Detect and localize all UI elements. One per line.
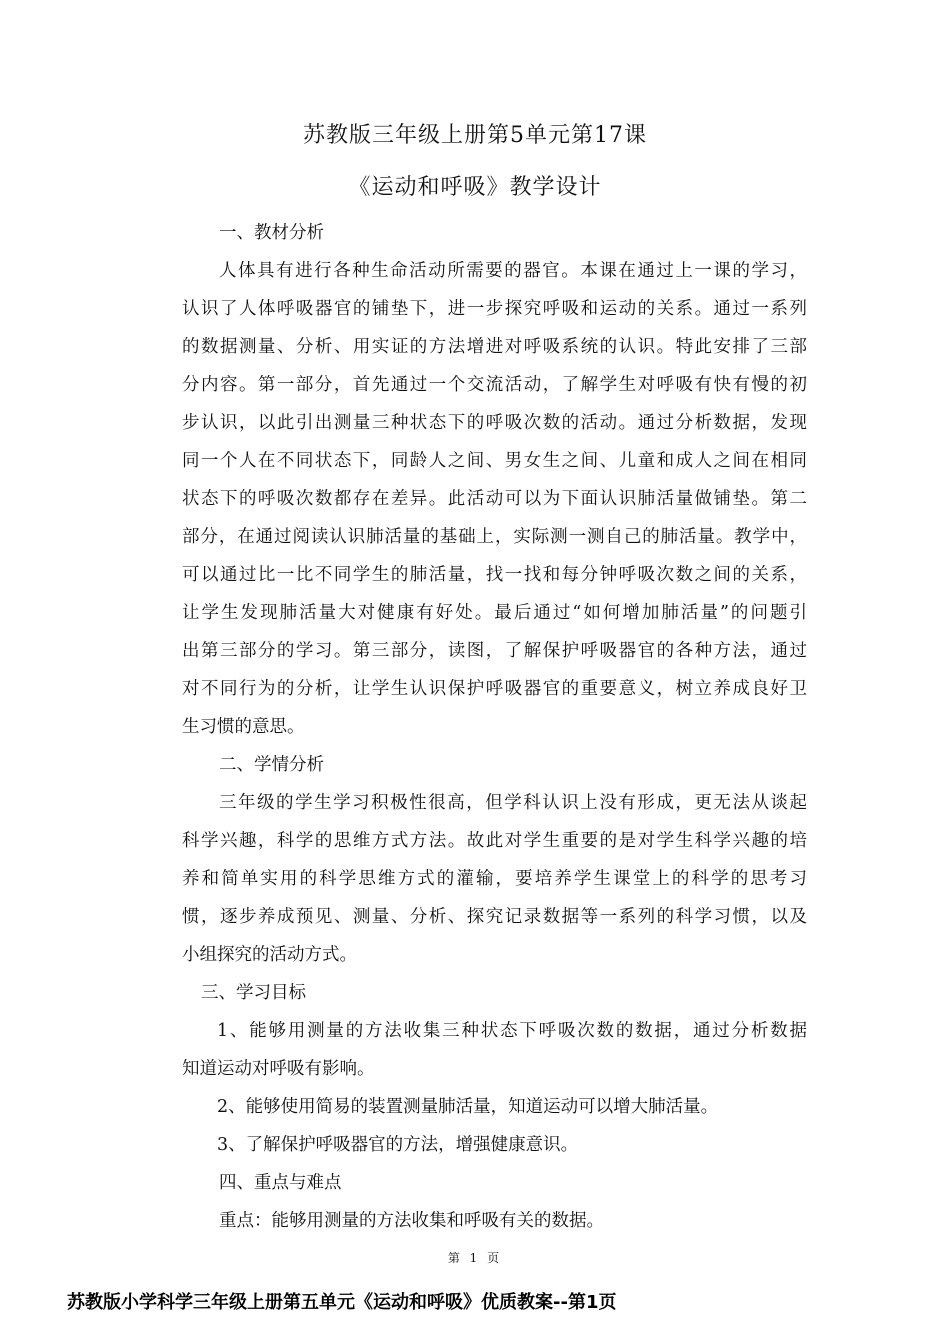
document-subtitle: 《运动和呼吸》教学设计 (348, 175, 602, 200)
page-number: 第 1 页 (447, 1251, 503, 1265)
section-heading-learner-analysis: 二、学情分析 (219, 755, 324, 775)
paragraph-line: 对不同行为的分析，让学生认识保护呼吸器官的重要意义，树立养成良好卫 (182, 679, 807, 699)
goal-item: 3、了解保护呼吸器官的方法，增强健康意识。 (217, 1135, 579, 1155)
paragraph-line: 同一个人在不同状态下，同龄人之间、男女生之间、儿童和成人之间在相同 (182, 451, 807, 471)
section-heading-key-points: 四、重点与难点 (219, 1173, 342, 1193)
section-heading-material-analysis: 一、教材分析 (219, 223, 324, 243)
paragraph-line: 重点：能够用测量的方法收集和呼吸有关的数据。 (219, 1211, 604, 1231)
paragraph-line: 小组探究的活动方式。 (182, 945, 357, 965)
paragraph-line: 出第三部分的学习。第三部分，读图，了解保护呼吸器官的各种方法，通过 (182, 641, 807, 661)
goal-item-continued: 知道运动对呼吸有影响。 (182, 1059, 375, 1079)
paragraph-line: 状态下的呼吸次数都存在差异。此活动可以为下面认识肺活量做铺垫。第二 (182, 489, 807, 509)
paragraph-line: 让学生发现肺活量大对健康有好处。最后通过“如何增加肺活量”的问题引 (182, 603, 807, 623)
goal-item: 2、能够使用简易的装置测量肺活量，知道运动可以增大肺活量。 (217, 1097, 719, 1117)
paragraph-line: 惯，逐步养成预见、测量、分析、探究记录数据等一系列的科学习惯，以及 (182, 907, 807, 927)
goal-item: 1、能够用测量的方法收集三种状态下呼吸次数的数据，通过分析数据 (217, 1021, 807, 1041)
paragraph-line: 步认识，以此引出测量三种状态下的呼吸次数的活动。通过分析数据，发现 (182, 413, 807, 433)
paragraph-line: 科学兴趣，科学的思维方式方法。故此对学生重要的是对学生科学兴趣的培 (182, 831, 807, 851)
paragraph-line: 可以通过比一比不同学生的肺活量，找一找和每分钟呼吸次数之间的关系， (182, 565, 807, 585)
paragraph-line: 生习惯的意思。 (182, 717, 305, 737)
paragraph-line: 部分，在通过阅读认识肺活量的基础上，实际测一测自己的肺活量。教学中， (182, 527, 807, 547)
document-title: 苏教版三年级上册第5单元第17课 (303, 123, 647, 148)
paragraph-line: 的数据测量、分析、用实证的方法增进对呼吸系统的认识。特此安排了三部 (182, 337, 807, 357)
bottom-caption: 苏教版小学科学三年级上册第五单元《运动和呼吸》优质教案--第1页 (67, 1292, 617, 1313)
section-heading-learning-goals: 三、学习目标 (201, 983, 306, 1003)
paragraph-line: 三年级的学生学习积极性很高，但学科认识上没有形成，更无法从谈起 (219, 793, 807, 813)
paragraph-line: 养和简单实用的科学思维方式的灌输，要培养学生课堂上的科学的思考习 (182, 869, 807, 889)
paragraph-line: 人体具有进行各种生命活动所需要的器官。本课在通过上一课的学习， (219, 261, 807, 281)
paragraph-line: 认识了人体呼吸器官的铺垫下，进一步探究呼吸和运动的关系。通过一系列 (182, 299, 807, 319)
paragraph-line: 分内容。第一部分，首先通过一个交流活动，了解学生对呼吸有快有慢的初 (182, 375, 807, 395)
